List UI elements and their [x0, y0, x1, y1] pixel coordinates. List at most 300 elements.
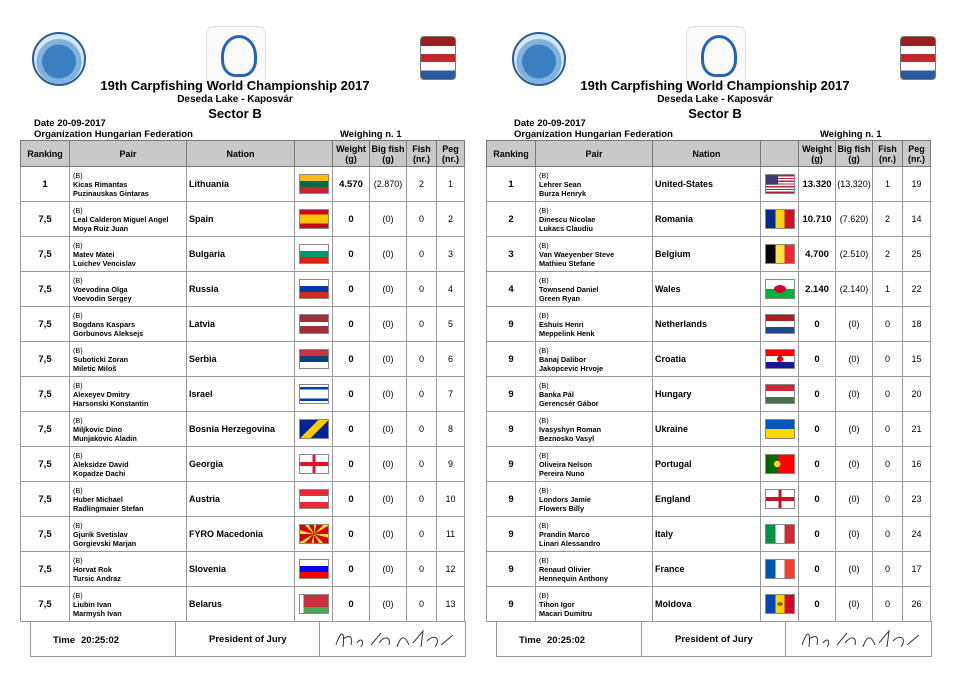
- pair-member-2: Gorbunovs Aleksejs: [73, 328, 144, 338]
- venue: Deseda Lake - Kaposvár: [657, 94, 773, 105]
- fish-cell: 0: [873, 587, 903, 622]
- pair-sector: (B): [539, 240, 549, 250]
- signature-icon: [331, 625, 461, 653]
- date: Date 20-09-2017: [34, 118, 106, 129]
- fish-cell: 0: [873, 412, 903, 447]
- nation-cell: Wales: [653, 272, 761, 307]
- pair-member-1: Kicas Rimantas: [73, 179, 128, 189]
- weight-cell: 0: [333, 202, 370, 237]
- rank-cell: 9: [487, 412, 536, 447]
- fish-cell: 0: [407, 272, 437, 307]
- sheet-title: 19th Carpfishing World Championship 2017: [580, 78, 850, 93]
- rank-cell: 4: [487, 272, 536, 307]
- pair-member-2: Luichev Vencislav: [73, 258, 136, 268]
- flag-cell: [295, 237, 333, 272]
- bigfish-cell: (0): [370, 447, 407, 482]
- pair-sector: (B): [539, 485, 549, 495]
- peg-cell: 8: [437, 412, 465, 447]
- footer: [30, 621, 466, 657]
- peg-cell: 19: [903, 167, 931, 202]
- flag-cell: [295, 202, 333, 237]
- peg-cell: 4: [437, 272, 465, 307]
- fish-cell: 0: [407, 202, 437, 237]
- pair-cell: [70, 517, 187, 552]
- pair-member-2: Lukacs Claudiu: [539, 223, 593, 233]
- pair-member-2: Voevodin Sergey: [73, 293, 132, 303]
- table-row: [21, 342, 465, 377]
- rank-cell: 7,5: [21, 447, 70, 482]
- weighing-number: Weighing n. 1: [820, 129, 882, 140]
- time-label: Time: [519, 635, 542, 646]
- table-row: [487, 202, 931, 237]
- fish-cell: 1: [873, 272, 903, 307]
- pair-cell: [536, 412, 653, 447]
- president-label: President of Jury: [209, 634, 287, 645]
- col-bigfish: Big fish (g): [370, 141, 407, 167]
- pair-cell: [536, 552, 653, 587]
- organization: Organization Hungarian Federation: [34, 129, 193, 140]
- signature-icon: [797, 625, 927, 653]
- pair-sector: (B): [73, 205, 83, 215]
- nation-cell: England: [653, 482, 761, 517]
- pair-cell: [536, 167, 653, 202]
- bigfish-cell: (13.320): [836, 167, 873, 202]
- netherlands-flag-icon: [765, 314, 795, 334]
- pair-sector: (B): [73, 275, 83, 285]
- nation-cell: Lithuania: [187, 167, 295, 202]
- pair-member-1: Gjurik Svetislav: [73, 529, 128, 539]
- rank-cell: 7,5: [21, 482, 70, 517]
- weight-cell: 0: [333, 587, 370, 622]
- pair-member-1: Liubin Ivan: [73, 599, 112, 609]
- flag-cell: [295, 412, 333, 447]
- bigfish-cell: (0): [836, 587, 873, 622]
- flag-cell: [761, 482, 799, 517]
- rank-cell: 9: [487, 307, 536, 342]
- romania-flag-icon: [765, 209, 795, 229]
- pair-sector: (B): [539, 345, 549, 355]
- table-row: [21, 482, 465, 517]
- flag-cell: [761, 167, 799, 202]
- pair-sector: (B): [539, 170, 549, 180]
- col-fish: Fish (nr.): [407, 141, 437, 167]
- peg-cell: 22: [903, 272, 931, 307]
- bigfish-cell: (0): [836, 377, 873, 412]
- nation-cell: Romania: [653, 202, 761, 237]
- flag-cell: [761, 587, 799, 622]
- sector-title: Sector B: [208, 106, 262, 121]
- rank-cell: 7,5: [21, 552, 70, 587]
- nation-cell: Russia: [187, 272, 295, 307]
- weight-cell: 4.700: [799, 237, 836, 272]
- time-block: [519, 635, 585, 646]
- pair-member-1: Banaj Dalibor: [539, 354, 587, 364]
- pair-sector: (B): [73, 380, 83, 390]
- pair-cell: [536, 517, 653, 552]
- weight-cell: 0: [333, 482, 370, 517]
- belgium-flag-icon: [765, 244, 795, 264]
- flag-cell: [295, 342, 333, 377]
- weight-cell: 0: [333, 447, 370, 482]
- pair-cell: [70, 412, 187, 447]
- table-row: [21, 237, 465, 272]
- pair-member-1: Bogdans Kaspars: [73, 319, 136, 329]
- weight-cell: 4.570: [333, 167, 370, 202]
- pair-member-2: Tursic Andraz: [73, 573, 121, 583]
- peg-cell: 1: [437, 167, 465, 202]
- rank-cell: 7,5: [21, 272, 70, 307]
- pair-cell: [536, 202, 653, 237]
- weight-cell: 0: [799, 307, 836, 342]
- nation-cell: Bosnia Herzegovina: [187, 412, 295, 447]
- pair-sector: (B): [539, 590, 549, 600]
- col-peg: Peg (nr.): [903, 141, 931, 167]
- fish-cell: 0: [407, 237, 437, 272]
- nation-cell: Belgium: [653, 237, 761, 272]
- col-ranking: Ranking: [21, 141, 70, 167]
- pair-cell: [70, 552, 187, 587]
- pair-member-2: Green Ryan: [539, 293, 580, 303]
- ukraine-flag-icon: [765, 419, 795, 439]
- flag-cell: [295, 447, 333, 482]
- pair-member-2: Miletic Miloš: [73, 363, 117, 373]
- bigfish-cell: (0): [836, 307, 873, 342]
- pair-member-1: Lehrer Sean: [539, 179, 582, 189]
- peg-cell: 21: [903, 412, 931, 447]
- pair-member-2: Gorgievski Marjan: [73, 538, 137, 548]
- nation-cell: Bulgaria: [187, 237, 295, 272]
- weight-cell: 0: [799, 377, 836, 412]
- nation-cell: Moldova: [653, 587, 761, 622]
- fish-cell: 2: [407, 167, 437, 202]
- nation-cell: Israel: [187, 377, 295, 412]
- rank-cell: 9: [487, 447, 536, 482]
- pair-member-2: Pereira Nuno: [539, 468, 585, 478]
- weight-cell: 0: [799, 517, 836, 552]
- peg-cell: 25: [903, 237, 931, 272]
- pair-member-2: Moya Ruiz Juan: [73, 223, 129, 233]
- venue: Deseda Lake - Kaposvár: [177, 94, 293, 105]
- pair-member-2: Flowers Billy: [539, 503, 585, 513]
- pair-member-2: Puzinauskas Gintaras: [73, 188, 149, 198]
- table-row: [21, 552, 465, 587]
- peg-cell: 14: [903, 202, 931, 237]
- table-row: [21, 377, 465, 412]
- time-value: 20:25:02: [547, 635, 586, 646]
- col-peg: Peg (nr.): [437, 141, 465, 167]
- fish-cell: 0: [407, 447, 437, 482]
- hungary-flag-icon: [765, 384, 795, 404]
- nation-cell: Georgia: [187, 447, 295, 482]
- pair-sector: (B): [539, 520, 549, 530]
- pair-cell: [70, 587, 187, 622]
- bigfish-cell: (0): [370, 517, 407, 552]
- weight-cell: 0: [333, 517, 370, 552]
- pair-member-1: Leal Calderon Miguel Angel: [73, 214, 169, 224]
- pair-member-1: Prandin Marco: [539, 529, 590, 539]
- pair-member-1: Banka Pál: [539, 389, 574, 399]
- pair-member-1: Huber Michael: [73, 494, 123, 504]
- fish-cell: 1: [873, 167, 903, 202]
- col-nation: Nation: [653, 141, 761, 167]
- rank-cell: 7,5: [21, 307, 70, 342]
- pair-sector: (B): [539, 555, 549, 565]
- italy-flag-icon: [765, 524, 795, 544]
- peg-cell: 18: [903, 307, 931, 342]
- pair-sector: (B): [539, 415, 549, 425]
- pair-member-2: Hennequin Anthony: [539, 573, 609, 583]
- pair-member-2: Burza Henryk: [539, 188, 587, 198]
- president-label: President of Jury: [675, 634, 753, 645]
- pair-member-1: Oliveira Nelson: [539, 459, 593, 469]
- fish-cell: 0: [873, 552, 903, 587]
- pair-cell: [70, 342, 187, 377]
- pair-member-2: Munjakovic Aladin: [73, 433, 137, 443]
- pair-cell: [536, 587, 653, 622]
- pair-member-2: Meppelink Henk: [539, 328, 595, 338]
- fish-cell: 0: [873, 447, 903, 482]
- belarus-flag-icon: [299, 594, 329, 614]
- sponsor-badge-icon: [420, 36, 456, 80]
- weight-cell: 2.140: [799, 272, 836, 307]
- peg-cell: 9: [437, 447, 465, 482]
- sector-title: Sector B: [688, 106, 742, 121]
- pair-member-2: Harsonski Konstantin: [73, 398, 149, 408]
- table-row: [487, 167, 931, 202]
- flag-cell: [761, 342, 799, 377]
- pair-sector: (B): [539, 380, 549, 390]
- weight-cell: 0: [333, 237, 370, 272]
- flag-cell: [761, 202, 799, 237]
- pair-cell: [536, 272, 653, 307]
- peg-cell: 7: [437, 377, 465, 412]
- nation-cell: Austria: [187, 482, 295, 517]
- time-value: 20:25:02: [81, 635, 120, 646]
- sponsor-badge-icon: [900, 36, 936, 80]
- flag-cell: [295, 272, 333, 307]
- table-row: [487, 342, 931, 377]
- fish-cell: 0: [407, 552, 437, 587]
- fish-cell: 0: [407, 377, 437, 412]
- table-row: [21, 307, 465, 342]
- table-row: [21, 447, 465, 482]
- pair-sector: (B): [73, 520, 83, 530]
- israel-flag-icon: [299, 384, 329, 404]
- usa-flag-icon: [765, 174, 795, 194]
- pair-sector: (B): [73, 450, 83, 460]
- spain-flag-icon: [299, 209, 329, 229]
- weight-cell: 13.320: [799, 167, 836, 202]
- nation-cell: United-States: [653, 167, 761, 202]
- weight-cell: 0: [333, 307, 370, 342]
- weight-cell: 0: [333, 342, 370, 377]
- pair-member-1: Ivasyshyn Roman: [539, 424, 602, 434]
- peg-cell: 26: [903, 587, 931, 622]
- pair-sector: (B): [73, 590, 83, 600]
- rank-cell: 9: [487, 517, 536, 552]
- pair-member-2: Mathieu Stefane: [539, 258, 595, 268]
- rank-cell: 9: [487, 552, 536, 587]
- table-row: [21, 272, 465, 307]
- pair-sector: (B): [73, 240, 83, 250]
- georgia-flag-icon: [299, 454, 329, 474]
- nation-cell: FYRO Macedonia: [187, 517, 295, 552]
- pair-member-1: Matev Matei: [73, 249, 115, 259]
- nation-cell: Portugal: [653, 447, 761, 482]
- pair-sector: (B): [73, 345, 83, 355]
- pair-member-2: Gerencsér Gábor: [539, 398, 599, 408]
- peg-cell: 13: [437, 587, 465, 622]
- pair-cell: [70, 307, 187, 342]
- flag-cell: [761, 377, 799, 412]
- pair-member-1: Miljkovic Dino: [73, 424, 123, 434]
- table-row: [487, 412, 931, 447]
- lithuania-flag-icon: [299, 174, 329, 194]
- bulgaria-flag-icon: [299, 244, 329, 264]
- federation-emblem-icon: [686, 26, 746, 86]
- portugal-flag-icon: [765, 454, 795, 474]
- pair-sector: (B): [73, 310, 83, 320]
- peg-cell: 10: [437, 482, 465, 517]
- peg-cell: 23: [903, 482, 931, 517]
- nation-cell: Hungary: [653, 377, 761, 412]
- flag-cell: [761, 552, 799, 587]
- table-row: [487, 377, 931, 412]
- pair-member-2: Macari Dumitru: [539, 608, 593, 618]
- peg-cell: 2: [437, 202, 465, 237]
- col-bigfish: Big fish (g): [836, 141, 873, 167]
- fish-cell: 0: [873, 482, 903, 517]
- fish-cell: 0: [407, 342, 437, 377]
- pair-member-2: Beznosko Vasyl: [539, 433, 595, 443]
- bigfish-cell: (0): [836, 517, 873, 552]
- pair-sector: (B): [73, 485, 83, 495]
- bigfish-cell: (0): [370, 307, 407, 342]
- fish-cell: 0: [407, 412, 437, 447]
- pair-sector: (B): [73, 415, 83, 425]
- table-row: [487, 587, 931, 622]
- bigfish-cell: (2.510): [836, 237, 873, 272]
- fish-cell: 0: [407, 307, 437, 342]
- fish-cell: 0: [873, 517, 903, 552]
- nation-cell: Serbia: [187, 342, 295, 377]
- weight-cell: 0: [333, 272, 370, 307]
- weight-cell: 0: [333, 552, 370, 587]
- nation-cell: Italy: [653, 517, 761, 552]
- table-row: [487, 307, 931, 342]
- rank-cell: 7,5: [21, 517, 70, 552]
- bigfish-cell: (0): [370, 412, 407, 447]
- rank-cell: 7,5: [21, 342, 70, 377]
- pair-cell: [536, 482, 653, 517]
- bigfish-cell: (0): [836, 342, 873, 377]
- table-row: [21, 412, 465, 447]
- pair-member-1: Suboticki Zoran: [73, 354, 129, 364]
- pair-member-1: Eshuis Henri: [539, 319, 584, 329]
- peg-cell: 6: [437, 342, 465, 377]
- rank-cell: 7,5: [21, 412, 70, 447]
- pair-member-1: Renaud Olivier: [539, 564, 591, 574]
- pair-sector: (B): [73, 170, 83, 180]
- weight-cell: 10.710: [799, 202, 836, 237]
- flag-cell: [295, 482, 333, 517]
- flag-cell: [761, 237, 799, 272]
- results-table: [20, 140, 465, 622]
- bigfish-cell: (0): [370, 272, 407, 307]
- pair-member-2: Kopadze Dachi: [73, 468, 126, 478]
- peg-cell: 16: [903, 447, 931, 482]
- pair-sector: (B): [539, 310, 549, 320]
- table-row: [487, 447, 931, 482]
- pair-cell: [70, 377, 187, 412]
- russia-flag-icon: [299, 279, 329, 299]
- nation-cell: Belarus: [187, 587, 295, 622]
- pair-member-1: Londors Jamie: [539, 494, 591, 504]
- time-block: [53, 635, 119, 646]
- table-row: [21, 202, 465, 237]
- pair-cell: [536, 342, 653, 377]
- col-fish: Fish (nr.): [873, 141, 903, 167]
- nation-cell: Netherlands: [653, 307, 761, 342]
- weight-cell: 0: [333, 377, 370, 412]
- nation-cell: France: [653, 552, 761, 587]
- pair-cell: [536, 237, 653, 272]
- fish-cell: 0: [407, 517, 437, 552]
- flag-cell: [295, 517, 333, 552]
- results-sheet-right: [480, 0, 950, 679]
- pair-member-1: Horvat Rok: [73, 564, 112, 574]
- date: Date 20-09-2017: [514, 118, 586, 129]
- moldova-flag-icon: [765, 594, 795, 614]
- flag-cell: [761, 272, 799, 307]
- rank-cell: 7,5: [21, 202, 70, 237]
- rank-cell: 9: [487, 342, 536, 377]
- table-row: [487, 482, 931, 517]
- weighing-number: Weighing n. 1: [340, 129, 402, 140]
- serbia-flag-icon: [299, 349, 329, 369]
- col-pair: Pair: [536, 141, 653, 167]
- england-flag-icon: [765, 489, 795, 509]
- weight-cell: 0: [799, 412, 836, 447]
- col-pair: Pair: [70, 141, 187, 167]
- peg-cell: 24: [903, 517, 931, 552]
- bigfish-cell: (0): [370, 202, 407, 237]
- flag-cell: [295, 587, 333, 622]
- weight-cell: 0: [799, 447, 836, 482]
- pair-sector: (B): [73, 555, 83, 565]
- pair-cell: [536, 307, 653, 342]
- france-flag-icon: [765, 559, 795, 579]
- pair-member-2: Radlingmaier Stefan: [73, 503, 144, 513]
- col-nation: Nation: [187, 141, 295, 167]
- table-row: [487, 552, 931, 587]
- bigfish-cell: (2.870): [370, 167, 407, 202]
- bigfish-cell: (0): [370, 237, 407, 272]
- nation-cell: Spain: [187, 202, 295, 237]
- pair-cell: [70, 482, 187, 517]
- flag-cell: [295, 307, 333, 342]
- peg-cell: 17: [903, 552, 931, 587]
- pair-member-1: Dinescu Nicolae: [539, 214, 596, 224]
- nation-cell: Croatia: [653, 342, 761, 377]
- sheet-title: 19th Carpfishing World Championship 2017: [100, 78, 370, 93]
- nation-cell: Latvia: [187, 307, 295, 342]
- bigfish-cell: (0): [370, 377, 407, 412]
- pair-cell: [70, 202, 187, 237]
- rank-cell: 7,5: [21, 377, 70, 412]
- weight-cell: 0: [799, 552, 836, 587]
- macedonia-flag-icon: [299, 524, 329, 544]
